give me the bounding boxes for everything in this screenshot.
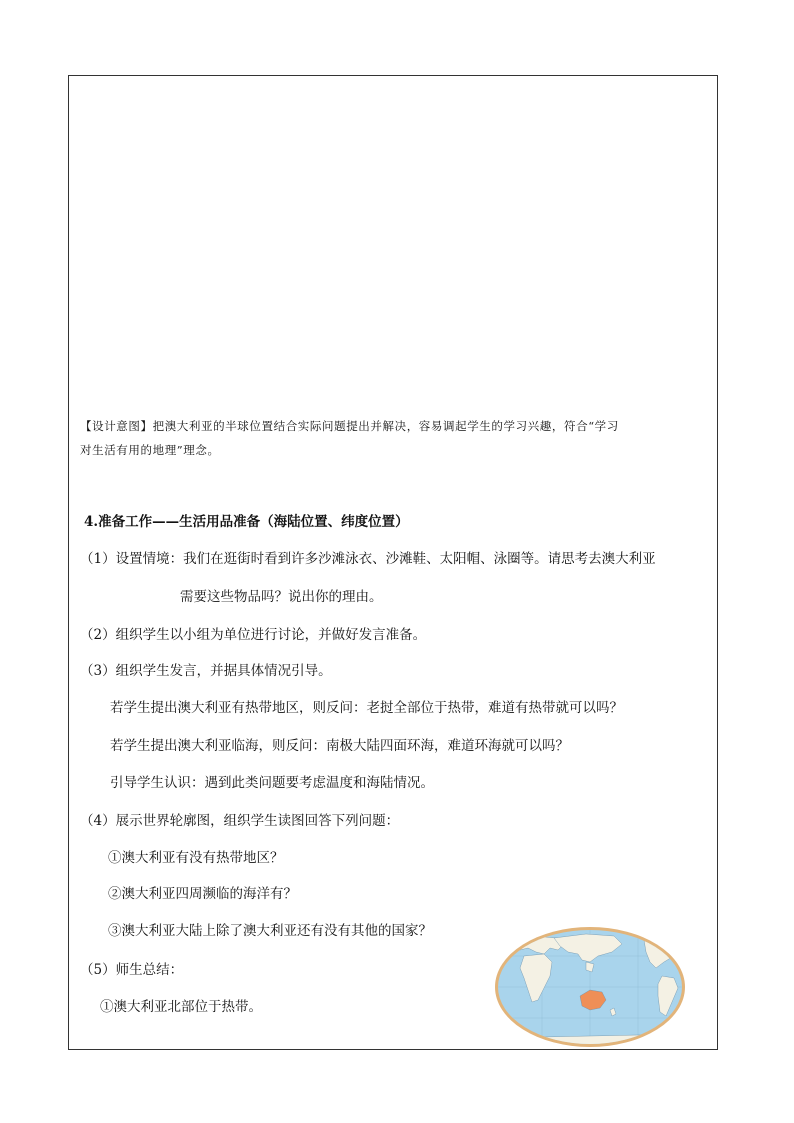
paragraph-3-case-b: 若学生提出澳大利亚临海，则反问：南极大陆四面环海，难道环海就可以吗？ [110, 738, 569, 754]
paragraph-4: （4）展示世界轮廓图，组织学生读图回答下列问题： [80, 813, 400, 829]
question-2: ②澳大利亚四周濒临的海洋有？ [108, 886, 297, 902]
paragraph-1-line2: 需要这些物品吗？说出你的理由。 [180, 589, 383, 605]
paragraph-3-case-a: 若学生提出澳大利亚有热带地区，则反问：老挝全部位于热带，难道有热带就可以吗？ [110, 700, 623, 716]
paragraph-3: （3）组织学生发言，并据具体情况引导。 [80, 663, 332, 679]
design-intent-line2: 对生活有用的地理”理念。 [80, 443, 220, 457]
paragraph-2: （2）组织学生以小组为单位进行讨论，并做好发言准备。 [80, 627, 427, 643]
question-3: ③澳大利亚大陆上除了澳大利亚还有没有其他的国家？ [108, 923, 432, 939]
section-heading: 4.准备工作——生活用品准备（海陆位置、纬度位置） [84, 514, 409, 530]
world-map-image [494, 926, 686, 1048]
paragraph-1-line1: （1）设置情境：我们在逛街时看到许多沙滩泳衣、沙滩鞋、太阳帽、泳圈等。请思考去澳大利亚 [80, 551, 656, 567]
paragraph-5: （5）师生总结： [80, 962, 184, 978]
design-intent-line1: 【设计意图】把澳大利亚的半球位置结合实际问题提出并解决，容易调起学生的学习兴趣，符合“学习 [80, 419, 619, 433]
paragraph-3-guidance: 引导学生认识：遇到此类问题要考虑温度和海陆情况。 [110, 775, 434, 791]
question-1: ①澳大利亚有没有热带地区？ [108, 850, 284, 866]
summary-1: ①澳大利亚北部位于热带。 [100, 999, 262, 1015]
